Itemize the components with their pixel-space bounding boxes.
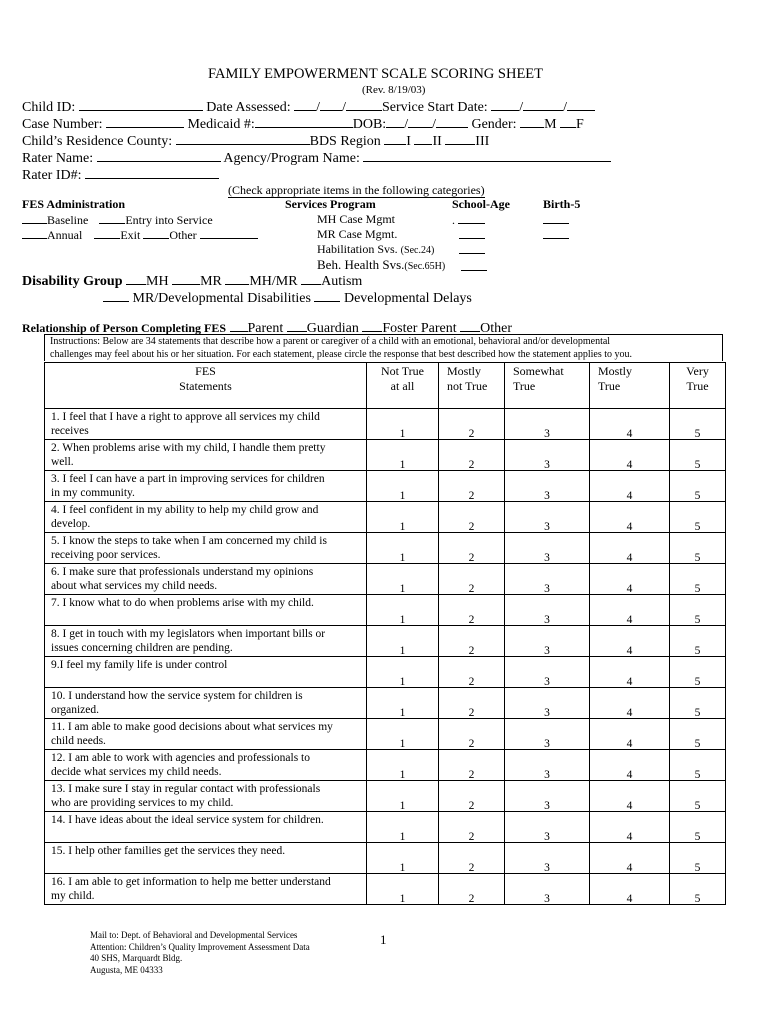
table-row <box>45 502 726 533</box>
rating-option-5[interactable]: 5 <box>670 626 726 657</box>
dob-year[interactable] <box>436 115 468 128</box>
rating-option-3[interactable]: 3 <box>505 409 590 440</box>
mailing-address: Mail to: Dept. of Behavioral and Developmental Services Attention: Children’s Quality Improvement Assessment Data 40 SHS, Marquardt Bldg. Augusta, ME 04333 <box>90 930 310 975</box>
other-admin-check[interactable] <box>143 227 169 239</box>
rating-option-1[interactable]: 1 <box>367 874 439 905</box>
rating-option-2[interactable]: 2 <box>439 626 505 657</box>
birth5-mh-check[interactable] <box>543 223 569 224</box>
foster-parent-check[interactable] <box>362 319 382 332</box>
rating-option-3[interactable]: 3 <box>505 471 590 502</box>
school-age-mr-check[interactable] <box>459 223 485 224</box>
instructions-line-1: Instructions: Below are 34 statements that describe how a parent or caregiver of a child with an emotional, behavioral and/or developmental <box>50 336 611 347</box>
table-row <box>45 595 726 626</box>
rating-option-3[interactable]: 3 <box>505 843 590 874</box>
child-id-label: Child ID: <box>22 100 76 115</box>
gender-f-check[interactable] <box>560 115 576 128</box>
statement-text: 13. I make sure I stay in regular contact with professionals who are providing services to my child. <box>45 781 367 812</box>
rating-option-1[interactable]: 1 <box>367 719 439 750</box>
county-label: Child’s Residence County: <box>22 134 173 149</box>
rating-option-4[interactable]: 4 <box>590 595 670 626</box>
rating-option-1[interactable]: 1 <box>367 409 439 440</box>
table-row <box>45 781 726 812</box>
rating-option-2[interactable]: 2 <box>439 533 505 564</box>
rating-option-3[interactable]: 3 <box>505 440 590 471</box>
rating-option-5[interactable]: 5 <box>670 502 726 533</box>
categories-note: (Check appropriate items in the following categories) <box>228 183 485 197</box>
rating-option-3[interactable]: 3 <box>505 812 590 843</box>
rating-option-1[interactable]: 1 <box>367 564 439 595</box>
rating-option-1[interactable]: 1 <box>367 688 439 719</box>
services-program-heading: Services Program <box>285 197 376 211</box>
birth5-heading: Birth-5 <box>543 197 581 211</box>
table-row <box>45 843 726 874</box>
rating-option-2[interactable]: 2 <box>439 812 505 843</box>
table-row <box>45 626 726 657</box>
rating-option-3[interactable]: 3 <box>505 781 590 812</box>
rating-option-5[interactable]: 5 <box>670 719 726 750</box>
rating-option-5[interactable]: 5 <box>670 595 726 626</box>
revision-date: (Rev. 8/19/03) <box>362 84 426 96</box>
rating-option-1[interactable]: 1 <box>367 502 439 533</box>
entry-service-check[interactable] <box>99 212 125 224</box>
table-row <box>45 719 726 750</box>
service-start-day[interactable] <box>523 98 563 111</box>
other-admin-field[interactable] <box>200 227 258 239</box>
rating-option-5[interactable]: 5 <box>670 781 726 812</box>
gender-label: Gender: <box>471 117 517 132</box>
admin-row-2: Annual Exit Other <box>22 227 258 242</box>
rating-option-4[interactable]: 4 <box>590 750 670 781</box>
statement-text: 8. I get in touch with my legislators when important bills or issues concerning children are pending. <box>45 626 367 657</box>
rating-option-5[interactable]: 5 <box>670 471 726 502</box>
school-age-beh-check-2[interactable] <box>461 270 487 271</box>
rating-option-1[interactable]: 1 <box>367 626 439 657</box>
rating-option-5[interactable]: 5 <box>670 533 726 564</box>
rating-option-4[interactable]: 4 <box>590 409 670 440</box>
rating-option-4[interactable]: 4 <box>590 533 670 564</box>
school-age-mh-row: . <box>452 212 484 227</box>
rating-option-1[interactable]: 1 <box>367 533 439 564</box>
parent-check[interactable] <box>230 319 248 332</box>
rating-option-1[interactable]: 1 <box>367 843 439 874</box>
relationship-row: Relationship of Person Completing FES Parent Guardian Foster Parent Other <box>22 321 513 336</box>
medicaid-field[interactable] <box>255 115 353 128</box>
rating-option-4[interactable]: 4 <box>590 874 670 905</box>
rater-name-row <box>22 149 611 167</box>
gender-m-check[interactable] <box>520 115 544 128</box>
rating-option-2[interactable]: 2 <box>439 657 505 688</box>
date-assessed-day[interactable] <box>320 98 342 111</box>
school-age-hab-check[interactable] <box>459 238 485 239</box>
rating-option-2[interactable]: 2 <box>439 750 505 781</box>
table-header-row <box>45 363 726 409</box>
statement-text: 10. I understand how the service system for children is organized. <box>45 688 367 719</box>
statement-text: 16. I am able to get information to help me better understand my child. <box>45 874 367 905</box>
table-row <box>45 750 726 781</box>
fes-statements-header: FES Statements <box>45 363 367 409</box>
rating-option-4[interactable]: 4 <box>590 688 670 719</box>
table-row <box>45 471 726 502</box>
rating-option-3[interactable]: 3 <box>505 874 590 905</box>
rating-option-3[interactable]: 3 <box>505 595 590 626</box>
rating-option-4[interactable]: 4 <box>590 440 670 471</box>
region-iii-check[interactable] <box>445 132 475 145</box>
child-id-row: Child ID: Date Assessed: / / Service Start Date: / / <box>22 98 595 116</box>
rating-option-2[interactable]: 2 <box>439 874 505 905</box>
rating-option-4[interactable]: 4 <box>590 471 670 502</box>
statement-text: 1. I feel that I have a right to approve all services my child receives <box>45 409 367 440</box>
rating-option-3[interactable]: 3 <box>505 688 590 719</box>
fes-statements-table <box>44 362 726 905</box>
school-age-beh-check[interactable] <box>459 253 485 254</box>
instructions-box <box>44 334 723 361</box>
guardian-check[interactable] <box>287 319 307 332</box>
county-row: Child’s Residence County: BDS Region I II III <box>22 134 490 149</box>
rating-option-4[interactable]: 4 <box>590 564 670 595</box>
rating-option-5[interactable]: 5 <box>670 812 726 843</box>
page-number: 1 <box>380 932 387 947</box>
fes-administration-heading: FES Administration <box>22 197 126 211</box>
region-ii-check[interactable] <box>414 132 432 145</box>
statement-text: 6. I make sure that professionals understand my opinions about what services my child needs. <box>45 564 367 595</box>
rating-option-5[interactable]: 5 <box>670 409 726 440</box>
rating-option-2[interactable]: 2 <box>439 719 505 750</box>
rating-option-2[interactable]: 2 <box>439 502 505 533</box>
mhmr-check[interactable] <box>225 272 249 285</box>
dob-label: DOB: <box>352 117 387 132</box>
rating-option-3[interactable]: 3 <box>505 750 590 781</box>
col-header-4: Mostly True <box>590 363 670 409</box>
rating-option-2[interactable]: 2 <box>439 781 505 812</box>
rating-option-4[interactable]: 4 <box>590 812 670 843</box>
rating-option-5[interactable]: 5 <box>670 688 726 719</box>
relationship-label: Relationship of Person Completing FES <box>22 321 227 335</box>
rating-option-4[interactable]: 4 <box>590 719 670 750</box>
mr-dev-check[interactable] <box>103 289 129 302</box>
rating-option-2[interactable]: 2 <box>439 688 505 719</box>
child-id-field[interactable] <box>79 98 203 111</box>
mr-case-mgmt: MR Case Mgmt. <box>317 227 398 241</box>
rating-option-4[interactable]: 4 <box>590 657 670 688</box>
rating-option-5[interactable]: 5 <box>670 564 726 595</box>
table-row <box>45 409 726 440</box>
case-number-field[interactable] <box>106 115 184 128</box>
statement-text: 5. I know the steps to take when I am concerned my child is receiving poor services. <box>45 533 367 564</box>
statement-text: 3. I feel I can have a part in improving services for children in my community. <box>45 471 367 502</box>
rating-option-3[interactable]: 3 <box>505 502 590 533</box>
statement-text: 4. I feel confident in my ability to help my child grow and develop. <box>45 502 367 533</box>
rater-name-field[interactable] <box>97 149 221 162</box>
rating-option-5[interactable]: 5 <box>670 843 726 874</box>
table-row <box>45 657 726 688</box>
date-assessed-label: Date Assessed: <box>206 100 291 115</box>
rating-option-3[interactable]: 3 <box>505 626 590 657</box>
page-title: FAMILY EMPOWERMENT SCALE SCORING SHEET <box>208 66 544 82</box>
rater-id-label: Rater ID#: <box>22 168 82 183</box>
statement-text: 15. I help other families get the services they need. <box>45 843 367 874</box>
col-header-3: Somewhat True <box>505 363 590 409</box>
statement-text: 12. I am able to work with agencies and professionals to decide what services my child needs. <box>45 750 367 781</box>
date-assessed-month[interactable] <box>294 98 316 111</box>
rating-option-4[interactable]: 4 <box>590 626 670 657</box>
disability-group-row-2: MR/Developmental Disabilities Developmental Delays <box>103 289 472 307</box>
rater-name-label: Rater Name: <box>22 151 94 166</box>
table-row <box>45 688 726 719</box>
rater-id-row <box>22 166 219 184</box>
agency-program-field[interactable] <box>363 149 611 162</box>
disability-group-row: Disability Group MH MR MH/MR Autism <box>22 274 363 289</box>
agency-program-label: Agency/Program Name: <box>223 151 360 166</box>
case-number-row: Case Number: Medicaid #: DOB: / / Gender: M F <box>22 117 584 132</box>
col-header-5: Very True <box>670 363 726 409</box>
col-header-1: Not True at all <box>367 363 439 409</box>
rating-option-2[interactable]: 2 <box>439 595 505 626</box>
birth5-mr-check[interactable] <box>543 238 569 239</box>
table-row <box>45 812 726 843</box>
autism-check[interactable] <box>301 272 321 285</box>
table-row <box>45 533 726 564</box>
rating-option-4[interactable]: 4 <box>590 781 670 812</box>
rating-option-4[interactable]: 4 <box>590 843 670 874</box>
statement-text: 11. I am able to make good decisions about what services my child needs. <box>45 719 367 750</box>
rating-option-5[interactable]: 5 <box>670 657 726 688</box>
table-row <box>45 874 726 905</box>
rating-option-2[interactable]: 2 <box>439 843 505 874</box>
table-row <box>45 564 726 595</box>
county-field[interactable] <box>176 132 310 145</box>
admin-row-1: Baseline Entry into Service <box>22 212 213 227</box>
rating-option-5[interactable]: 5 <box>670 750 726 781</box>
statement-text: 14. I have ideas about the ideal service system for children. <box>45 812 367 843</box>
school-age-heading: School-Age <box>452 197 510 211</box>
rating-option-2[interactable]: 2 <box>439 471 505 502</box>
instructions-line-2: challenges may feel about his or her situation. For each statement, please circle the response that best described how the statement applies to you. <box>50 348 633 360</box>
statement-text: 9.I feel my family life is under control <box>45 657 367 688</box>
service-start-label: Service Start Date: <box>381 100 488 115</box>
rater-id-field[interactable] <box>85 166 219 179</box>
statement-text: 7. I know what to do when problems arise with my child. <box>45 595 367 626</box>
beh-health-svs: Beh. Health Svs.(Sec.65H) <box>317 257 446 272</box>
rating-option-2[interactable]: 2 <box>439 564 505 595</box>
rating-option-3[interactable]: 3 <box>505 657 590 688</box>
case-number-label: Case Number: <box>22 117 103 132</box>
disability-group-label: Disability Group <box>22 274 123 289</box>
rating-option-4[interactable]: 4 <box>590 502 670 533</box>
rating-option-2[interactable]: 2 <box>439 440 505 471</box>
region-i-check[interactable] <box>384 132 406 145</box>
exit-check[interactable] <box>94 227 120 239</box>
dob-month[interactable] <box>386 115 404 128</box>
service-start-year[interactable] <box>567 98 595 111</box>
rating-option-2[interactable]: 2 <box>439 409 505 440</box>
service-start-month[interactable] <box>491 98 519 111</box>
habilitation-svs: Habilitation Svs. (Sec.24) <box>317 242 435 256</box>
bds-region-label: BDS Region <box>309 134 381 149</box>
rating-option-1[interactable]: 1 <box>367 750 439 781</box>
rating-option-1[interactable]: 1 <box>367 440 439 471</box>
table-row <box>45 440 726 471</box>
col-header-2: Mostly not True <box>439 363 505 409</box>
date-assessed-year[interactable] <box>346 98 382 111</box>
rating-option-1[interactable]: 1 <box>367 657 439 688</box>
dob-day[interactable] <box>408 115 432 128</box>
baseline-check[interactable] <box>22 212 47 224</box>
rating-option-5[interactable]: 5 <box>670 440 726 471</box>
rating-option-1[interactable]: 1 <box>367 595 439 626</box>
rating-option-3[interactable]: 3 <box>505 533 590 564</box>
mh-case-mgmt: MH Case Mgmt <box>317 212 395 226</box>
rating-option-1[interactable]: 1 <box>367 471 439 502</box>
mr-check[interactable] <box>172 272 200 285</box>
rating-option-1[interactable]: 1 <box>367 812 439 843</box>
medicaid-label: Medicaid #: <box>187 117 255 132</box>
mh-check[interactable] <box>126 272 146 285</box>
statement-text: 2. When problems arise with my child, I handle them pretty well. <box>45 440 367 471</box>
rating-option-3[interactable]: 3 <box>505 719 590 750</box>
dev-delays-check[interactable] <box>314 289 340 302</box>
annual-check[interactable] <box>22 227 47 239</box>
other-relationship-check[interactable] <box>460 319 480 332</box>
rating-option-1[interactable]: 1 <box>367 781 439 812</box>
rating-option-3[interactable]: 3 <box>505 564 590 595</box>
rating-option-5[interactable]: 5 <box>670 874 726 905</box>
